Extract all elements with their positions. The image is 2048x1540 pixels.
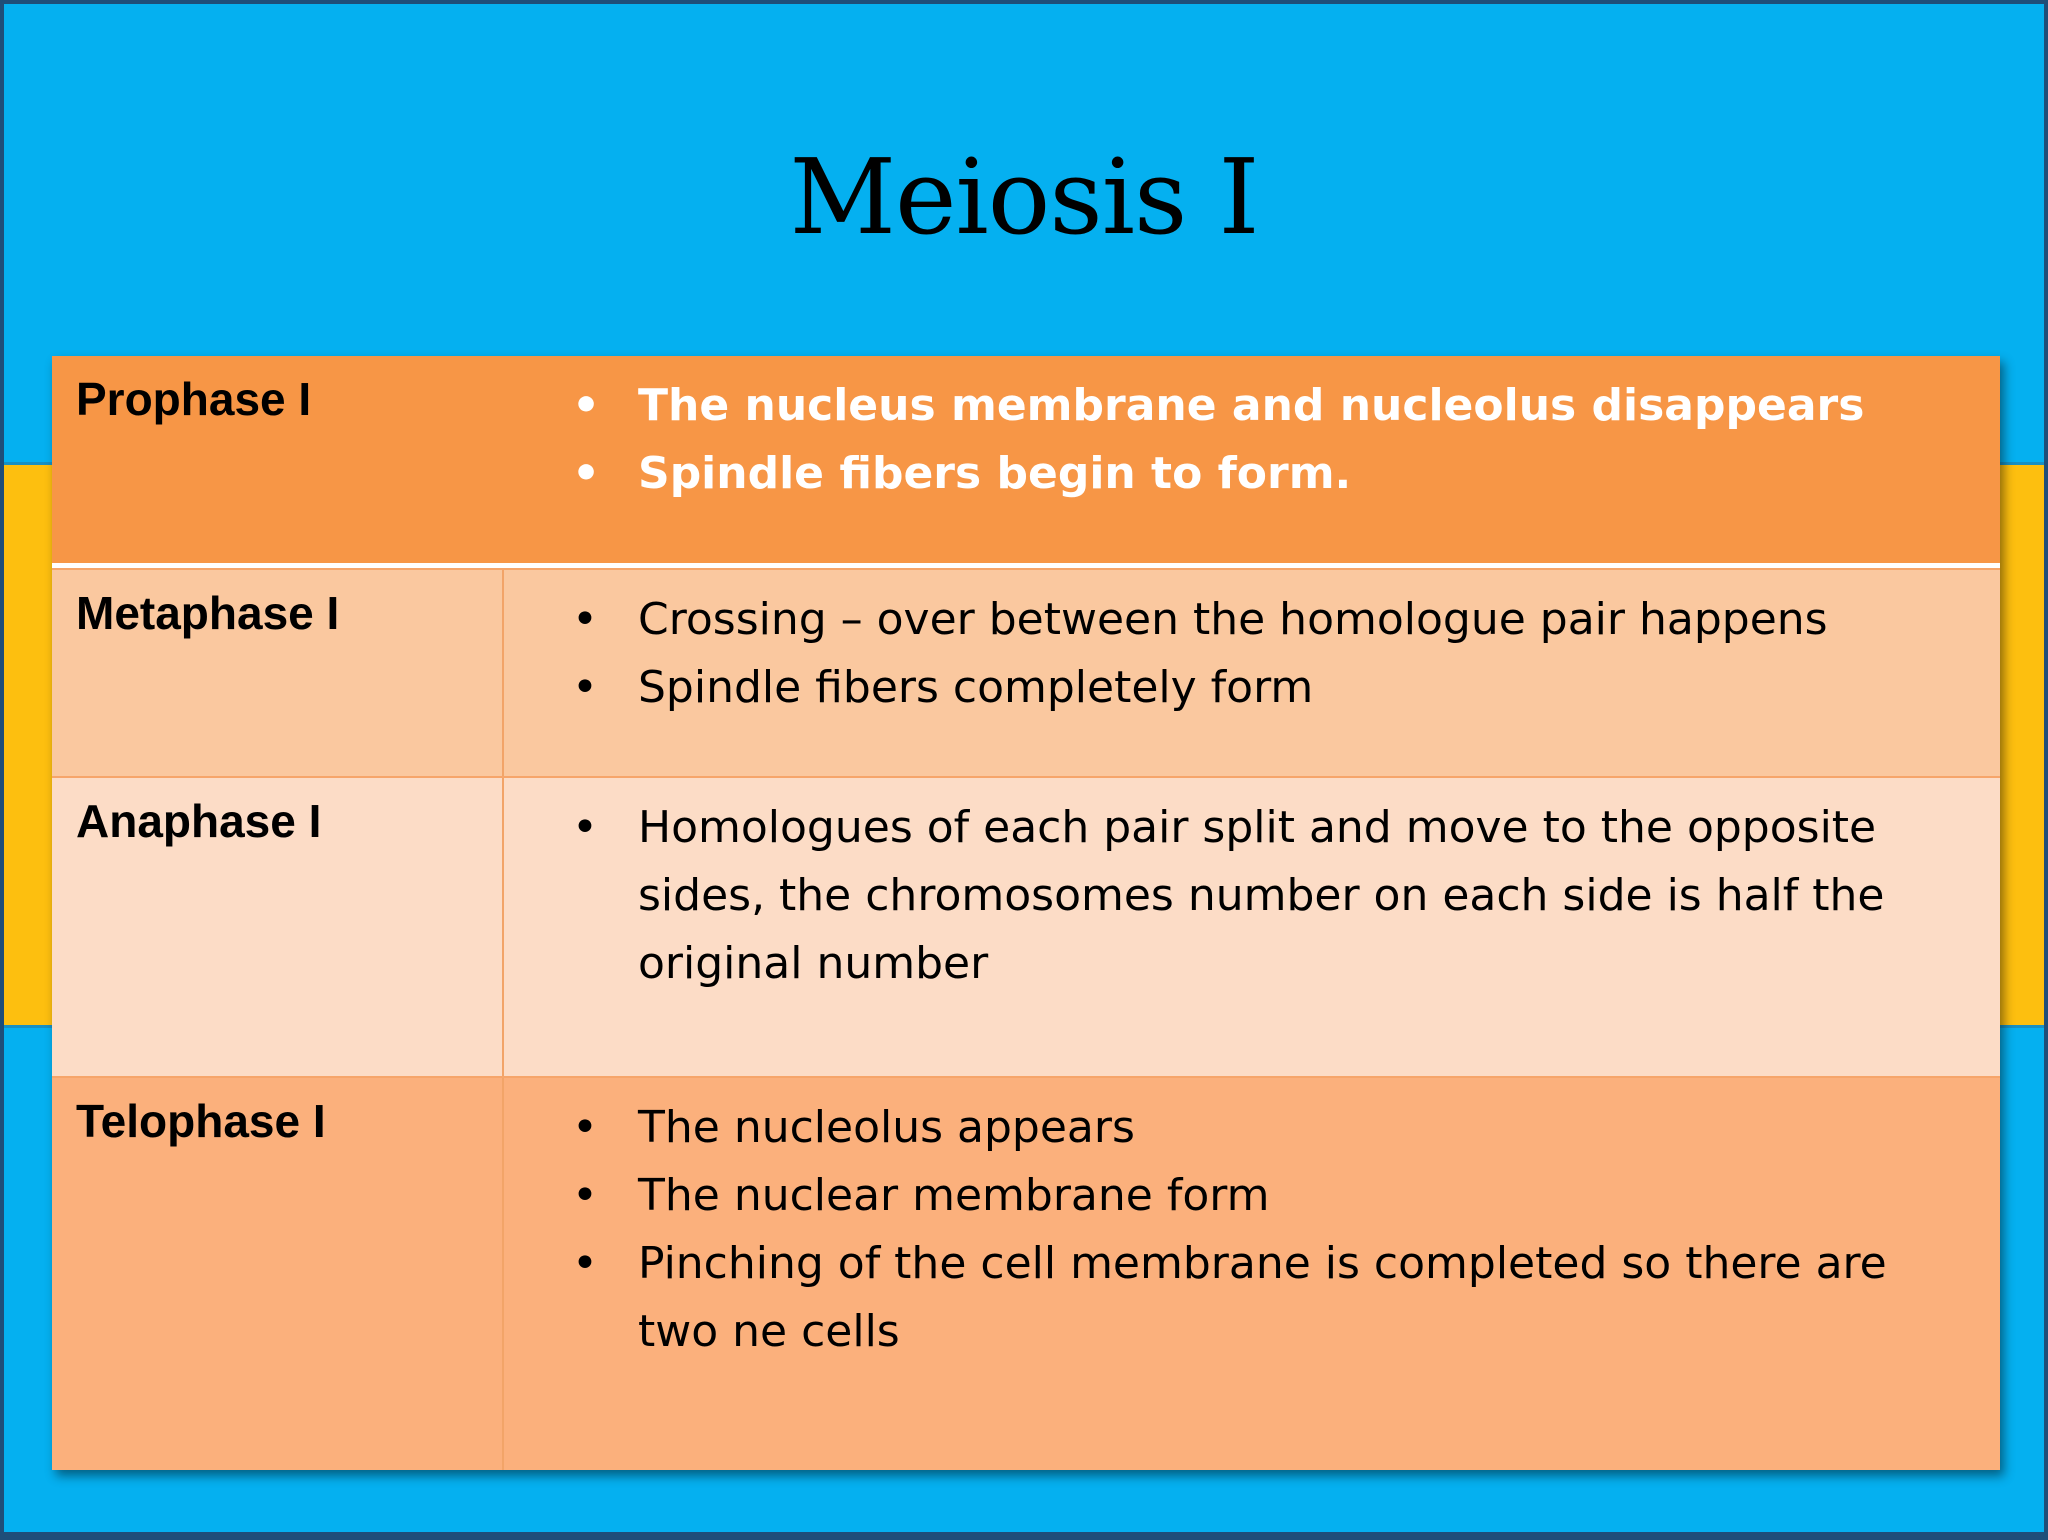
phase-points bbox=[552, 372, 1972, 508]
phase-points bbox=[552, 794, 1972, 998]
phase-points bbox=[552, 586, 1972, 722]
point-text: The nuclear membrane form bbox=[638, 1170, 1270, 1221]
phase-points bbox=[552, 1094, 1972, 1366]
bullet-icon: • bbox=[572, 1238, 598, 1289]
bullet-icon: • bbox=[572, 448, 601, 499]
phase-name: Telophase I bbox=[76, 1095, 326, 1147]
phases-table bbox=[52, 356, 2000, 1470]
slide-title: Meiosis I bbox=[789, 136, 1259, 258]
list-item bbox=[552, 440, 1972, 508]
table-row-telophase bbox=[52, 1076, 2000, 1470]
list-item bbox=[552, 1162, 1972, 1230]
point-text: The nucleolus appears bbox=[638, 1102, 1135, 1153]
list-item bbox=[552, 586, 1972, 654]
table-row-anaphase bbox=[52, 776, 2000, 1076]
bullet-icon: • bbox=[572, 594, 598, 645]
bullet-icon: • bbox=[572, 1102, 598, 1153]
column-divider bbox=[502, 778, 504, 1076]
table-row-metaphase bbox=[52, 568, 2000, 776]
list-item bbox=[552, 372, 1972, 440]
list-item bbox=[552, 654, 1972, 722]
bullet-icon: • bbox=[572, 1170, 598, 1221]
bullet-icon: • bbox=[572, 662, 598, 713]
phase-name: Prophase I bbox=[76, 373, 312, 425]
column-divider bbox=[502, 1078, 504, 1470]
bullet-icon: • bbox=[572, 802, 598, 853]
table-row-prophase bbox=[52, 356, 2000, 568]
point-text: Pinching of the cell membrane is completed so there are two ne cells bbox=[638, 1238, 1887, 1357]
list-item bbox=[552, 1094, 1972, 1162]
point-text: Spindle fibers begin to form. bbox=[638, 448, 1352, 499]
point-text: Homologues of each pair split and move to the opposite sides, the chromosomes number on each side is half the original number bbox=[638, 802, 1885, 989]
phase-name: Anaphase I bbox=[76, 795, 322, 847]
slide bbox=[4, 4, 2044, 1532]
phase-name: Metaphase I bbox=[76, 587, 340, 639]
list-item bbox=[552, 794, 1972, 998]
bullet-icon: • bbox=[572, 380, 601, 431]
point-text: Spindle fibers completely form bbox=[638, 662, 1314, 713]
point-text: Crossing – over between the homologue pair happens bbox=[638, 594, 1828, 645]
list-item bbox=[552, 1230, 1972, 1366]
point-text: The nucleus membrane and nucleolus disappears bbox=[638, 380, 1865, 431]
column-divider bbox=[502, 570, 504, 776]
